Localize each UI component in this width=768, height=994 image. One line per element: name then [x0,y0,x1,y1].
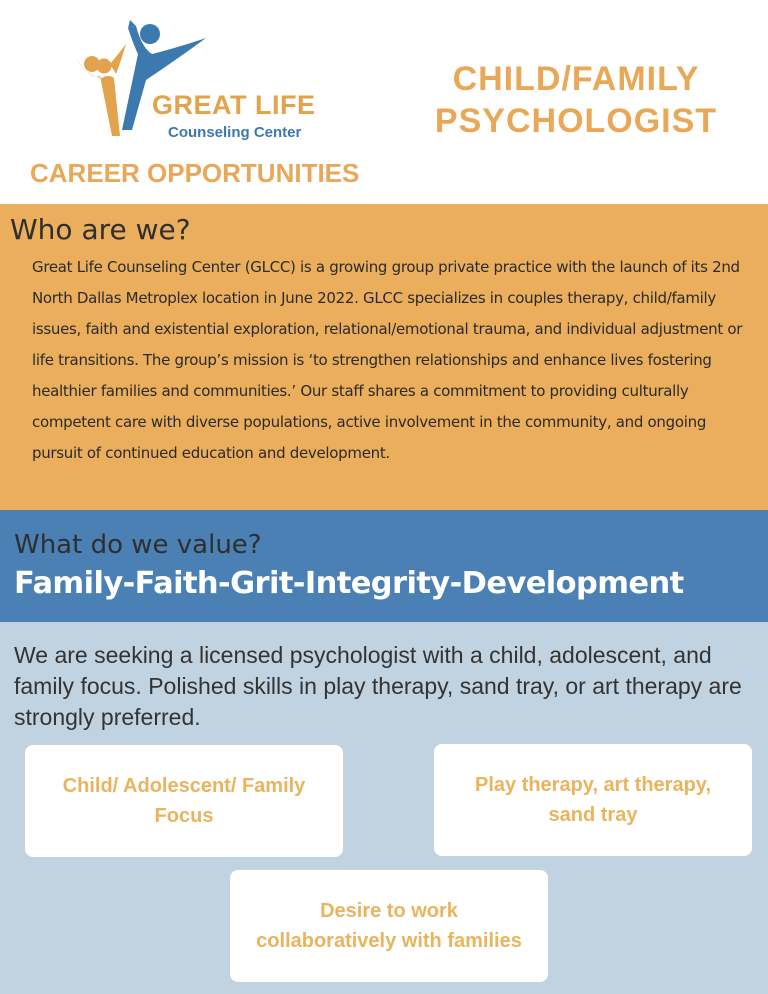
about-heading: Who are we? [10,213,191,246]
logo-subtitle: Counseling Center [168,124,302,141]
job-title-line-1: CHILD/FAMILY [452,60,700,98]
about-section [0,204,768,510]
values-heading: What do we value? [14,530,262,560]
therapy-skills-card-label: Play therapy, art therapy, sand tray [474,774,711,826]
logo [76,18,346,148]
about-body: Great Life Counseling Center (GLCC) is a growing group private practice with the launch of its 2nd North Dallas Metroplex location in June 2022. GLCC specializes in couples therapy, child/family issues, faith and existential exploration, relational/emotional trauma, and individual adjustment or life transitions. The group’s mission is ‘to strengthen relationships and enhance lives fostering healthier families and communities.’ Our staff shares a commitment to providing culturally competent care with diverse populations, active involvement in the community, and ongoing pursuit of continued education and development. [32,258,743,462]
focus-card-label: Child/ Adolescent/ Family Focus [62,775,306,827]
logo-name: GREAT LIFE [152,90,316,120]
header [0,0,768,204]
job-title [404,58,748,142]
values-list: Family-Faith-Grit-Integrity-Development [14,566,684,601]
therapy-skills-card [434,744,752,856]
collaboration-card [230,870,548,982]
values-section [0,510,768,622]
seeking-description: We are seeking a licensed psychologist with a child, adolescent, and family focus. Polished skills in play therapy, sand tray, or art therapy are strongly preferred. [14,642,742,730]
collaboration-card-label: Desire to work collaboratively with families [256,900,522,952]
seeking-section [0,622,768,994]
career-opportunities-label: CAREER OPPORTUNITIES [30,158,360,188]
job-title-line-2: PSYCHOLOGIST [434,102,718,140]
focus-card [25,745,343,857]
